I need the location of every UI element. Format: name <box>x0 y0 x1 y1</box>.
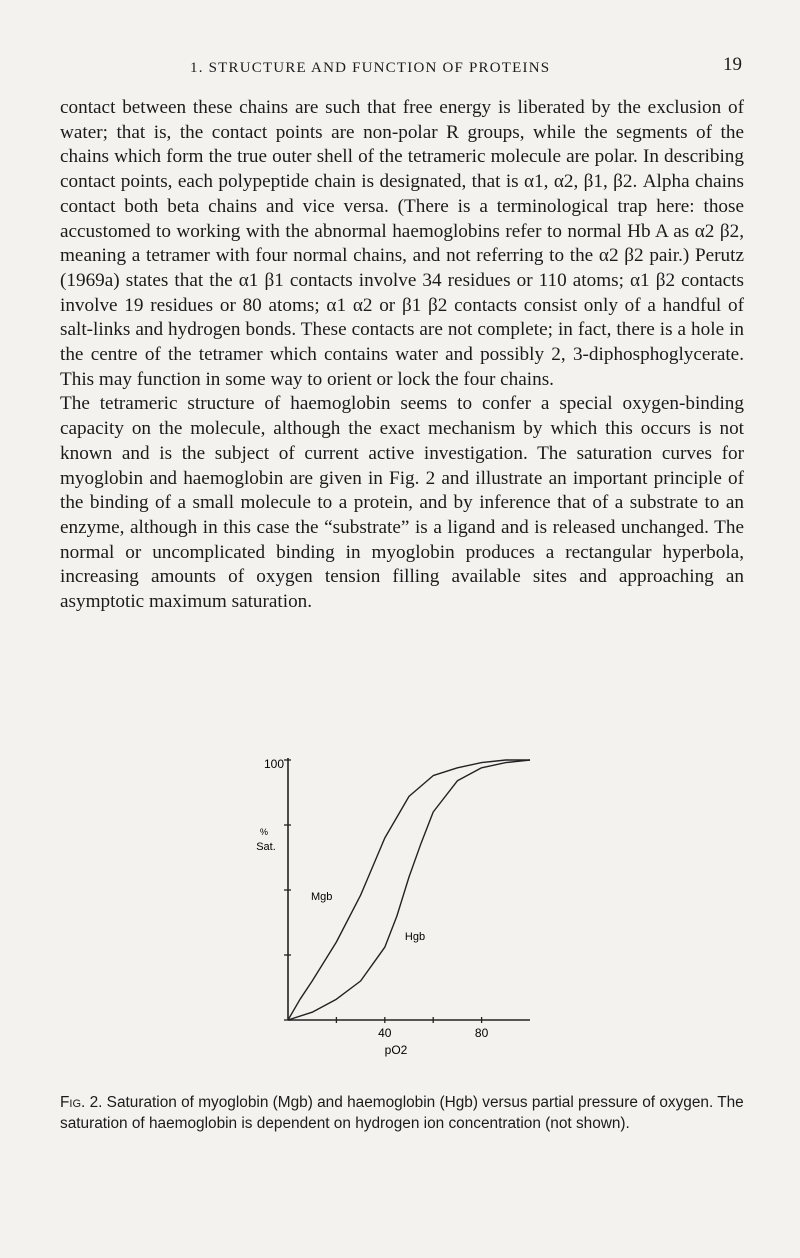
series-line-mgb <box>288 760 530 1020</box>
y-label-sat: Sat. <box>256 841 276 853</box>
x-tick-label-1: 80 <box>474 1026 489 1040</box>
series-line-hgb <box>288 760 530 1020</box>
x-tick-label-0: 40 <box>378 1026 392 1040</box>
paragraph-1: contact between these chains are such that free energy is liberated by the exclusion of water; that is, the contact points are non-polar R groups, while the segments of the chains which form the true outer shell of the tetrameric molecule are polar. In describing contact points, each polypeptide chain is designated, that is α1, α2, β1, β2. Alpha chains contact both beta chains and vice versa. (There is a terminological trap here: those accustomed to working with the abnormal haemoglobins refer to normal Hb A as α2 β2, meaning a tetramer with four normal chains, and not referring to the α2 β2 pair.) Perutz (1969a) states that the α1 β1 contacts involve 34 residues or 110 atoms; α1 β2 contacts involve 19 residues or 80 atoms; α1 α2 or β1 β2 contacts consist only of a handful of salt-links and hydrogen bonds. These contacts are not complete; in fact, there is a hole in the centre of the tetramer which contains water and possibly 2, 3-diphosphoglycerate. This may function in some way to orient or lock the four chains. <box>60 97 744 390</box>
y-top-label: 100 <box>263 757 284 771</box>
body-text <box>60 96 744 615</box>
caption-text: Saturation of myoglobin (Mgb) and haemoglobin (Hgb) versus partial pressure of oxygen. The saturation of haemoglobin is dependent on hydrogen ion concentration (not shown). <box>60 1094 744 1132</box>
chapter-title: 1. STRUCTURE AND FUNCTION OF PROTEINS <box>190 60 551 76</box>
running-header <box>60 54 742 84</box>
saturation-chart <box>240 748 570 1078</box>
y-label-percent: % <box>259 827 269 837</box>
series-label-mgb: Mgb <box>310 891 333 903</box>
series-label-hgb: Hgb <box>404 931 426 943</box>
caption-label: Fig. 2. <box>60 1094 103 1111</box>
paragraph-2: The tetrameric structure of haemoglobin seems to confer a special oxygen-binding capacity on the molecule, although the exact mechanism by which this occurs is not known and is the subject of current active investigation. The saturation curves for myoglobin and haemoglobin are given in Fig. 2 and illustrate an important principle of the binding of a small molecule to a protein, and by inference that of a substrate to an enzyme, although in this case the “substrate” is a ligand and is released unchanged. The normal or uncomplicated binding in myoglobin produces a rectangular hyperbola, increasing amounts of oxygen tension filling available sites and approaching an asymptotic maximum saturation. <box>60 393 744 613</box>
x-axis-label: pO2 <box>384 1043 408 1057</box>
page-number: 19 <box>723 54 742 75</box>
figure-caption <box>60 1093 744 1134</box>
saturation-figure <box>240 748 570 1078</box>
